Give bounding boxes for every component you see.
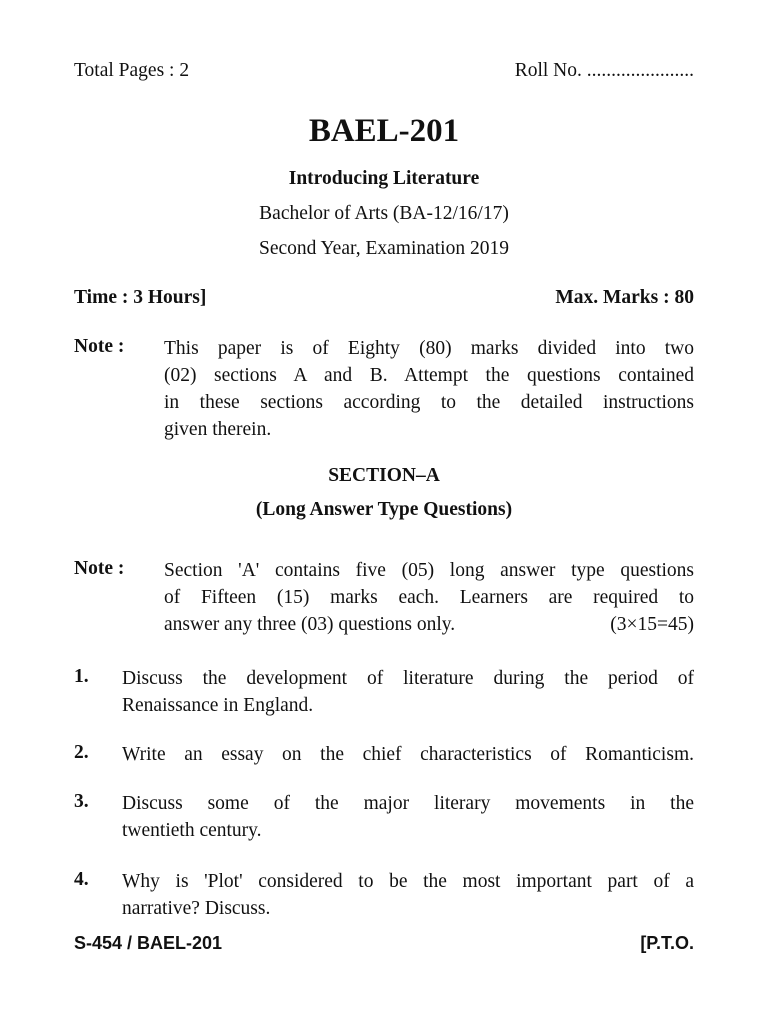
note-2-line: of Fifteen (15) marks each. Learners are required to [164,587,694,608]
note-2-line: Section 'A' contains five (05) long answer type questions [164,560,694,581]
note-1-line: This paper is of Eighty (80) marks divided into two [164,338,694,359]
footer-code: S-454 / BAEL-201 [74,933,223,953]
note-1-text [164,335,694,443]
question-line: Write an essay on the chief characteristics of Romanticism. [122,744,694,765]
total-pages: Total Pages : 2 [74,60,190,81]
question-line: narrative? Discuss. [122,898,271,919]
question-1-text [122,665,694,719]
question-2-number: 2. [74,742,89,763]
header-row [74,60,694,82]
note-1-line: (02) sections A and B. Attempt the questions contained [164,365,694,386]
time-allowed: Time : 3 Hours] [74,287,207,308]
question-2-text [122,741,694,768]
note-2-text [164,557,694,638]
max-marks: Max. Marks : 80 [555,287,694,308]
note-1-label: Note : [74,336,125,357]
question-4-text [122,868,694,922]
section-a-subheading: (Long Answer Type Questions) [255,499,513,520]
degree-line: Bachelor of Arts (BA-12/16/17) [259,203,509,224]
question-3-number: 3. [74,791,89,812]
section-a-heading: SECTION–A [328,465,440,486]
note-1-line: given therein. [164,419,272,440]
subject-title: Introducing Literature [288,168,480,189]
question-line: Discuss some of the major literary movements in the [122,793,694,814]
note-1-line: in these sections according to the detailed instructions [164,392,694,413]
note-2-line: answer any three (03) questions only. [164,614,456,635]
note-2-label: Note : [74,558,125,579]
question-line: Why is 'Plot' considered to be the most important part of a [122,871,694,892]
question-3-text [122,790,694,844]
question-4-number: 4. [74,869,89,890]
note-2-last-line [164,611,694,638]
note-2-marks: (3×15=45) [610,614,694,635]
footer-row [74,933,694,954]
exam-line: Second Year, Examination 2019 [259,238,509,259]
question-line: Discuss the development of literature during the period of [122,668,694,689]
roll-no: Roll No. ...................... [514,60,694,81]
question-line: twentieth century. [122,820,262,841]
question-line: Renaissance in England. [122,695,314,716]
pto-mark: [P.T.O. [640,933,694,953]
question-1-number: 1. [74,666,89,687]
meta-row [74,287,694,309]
paper-code: BAEL-201 [308,113,460,149]
